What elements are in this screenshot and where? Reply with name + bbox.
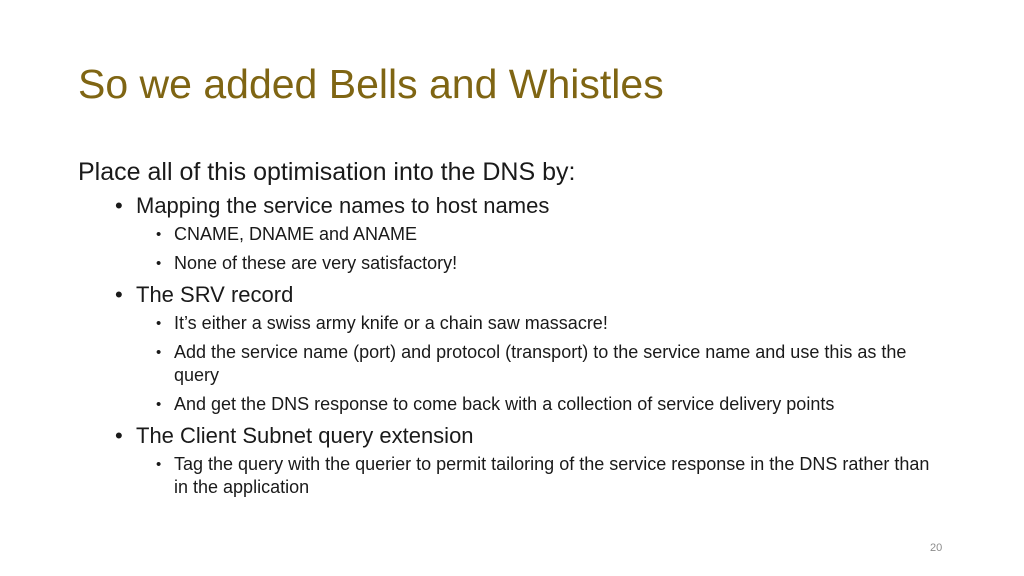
bullet-icon: • [115, 423, 123, 448]
bullet-item [78, 422, 978, 450]
sub-bullet-text: It’s either a swiss army knife or a chain saw massacre! [174, 313, 608, 333]
sub-bullet-item [78, 393, 978, 416]
sub-bullet-icon: • [156, 255, 162, 272]
sub-bullet-item [78, 341, 978, 387]
bullet-icon: • [115, 282, 123, 307]
page-number: 20 [930, 542, 943, 554]
bullet-item [78, 281, 978, 309]
sub-bullet-text: None of these are very satisfactory! [174, 253, 458, 273]
sub-bullet-item [78, 312, 978, 335]
sub-bullet-icon: • [156, 315, 162, 332]
sub-bullet-item [78, 453, 978, 499]
slide-title: So we added Bells and Whistles [78, 61, 664, 107]
bullet-icon: • [115, 193, 123, 218]
slide-body [78, 155, 978, 505]
sub-bullet-icon: • [156, 226, 162, 243]
sub-bullet-item [78, 252, 978, 275]
sub-bullet-text: And get the DNS response to come back with a collection of service delivery points [174, 394, 835, 414]
bullet-item [78, 192, 978, 220]
sub-bullet-text: CNAME, DNAME and ANAME [174, 224, 418, 244]
sub-bullet-text: Add the service name (port) and protocol (transport) to the service name and use this as the query [174, 342, 907, 385]
sub-bullet-icon: • [156, 396, 162, 413]
sub-bullet-icon: • [156, 344, 162, 361]
sub-bullet-item [78, 223, 978, 246]
bullet-text: The Client Subnet query extension [136, 423, 474, 448]
lead-text: Place all of this optimisation into the DNS by: [78, 158, 576, 186]
bullet-text: The SRV record [136, 282, 294, 307]
bullet-text: Mapping the service names to host names [136, 193, 550, 218]
sub-bullet-text: Tag the query with the querier to permit tailoring of the service response in the DNS rather than in the application [174, 454, 930, 497]
sub-bullet-icon: • [156, 456, 162, 473]
